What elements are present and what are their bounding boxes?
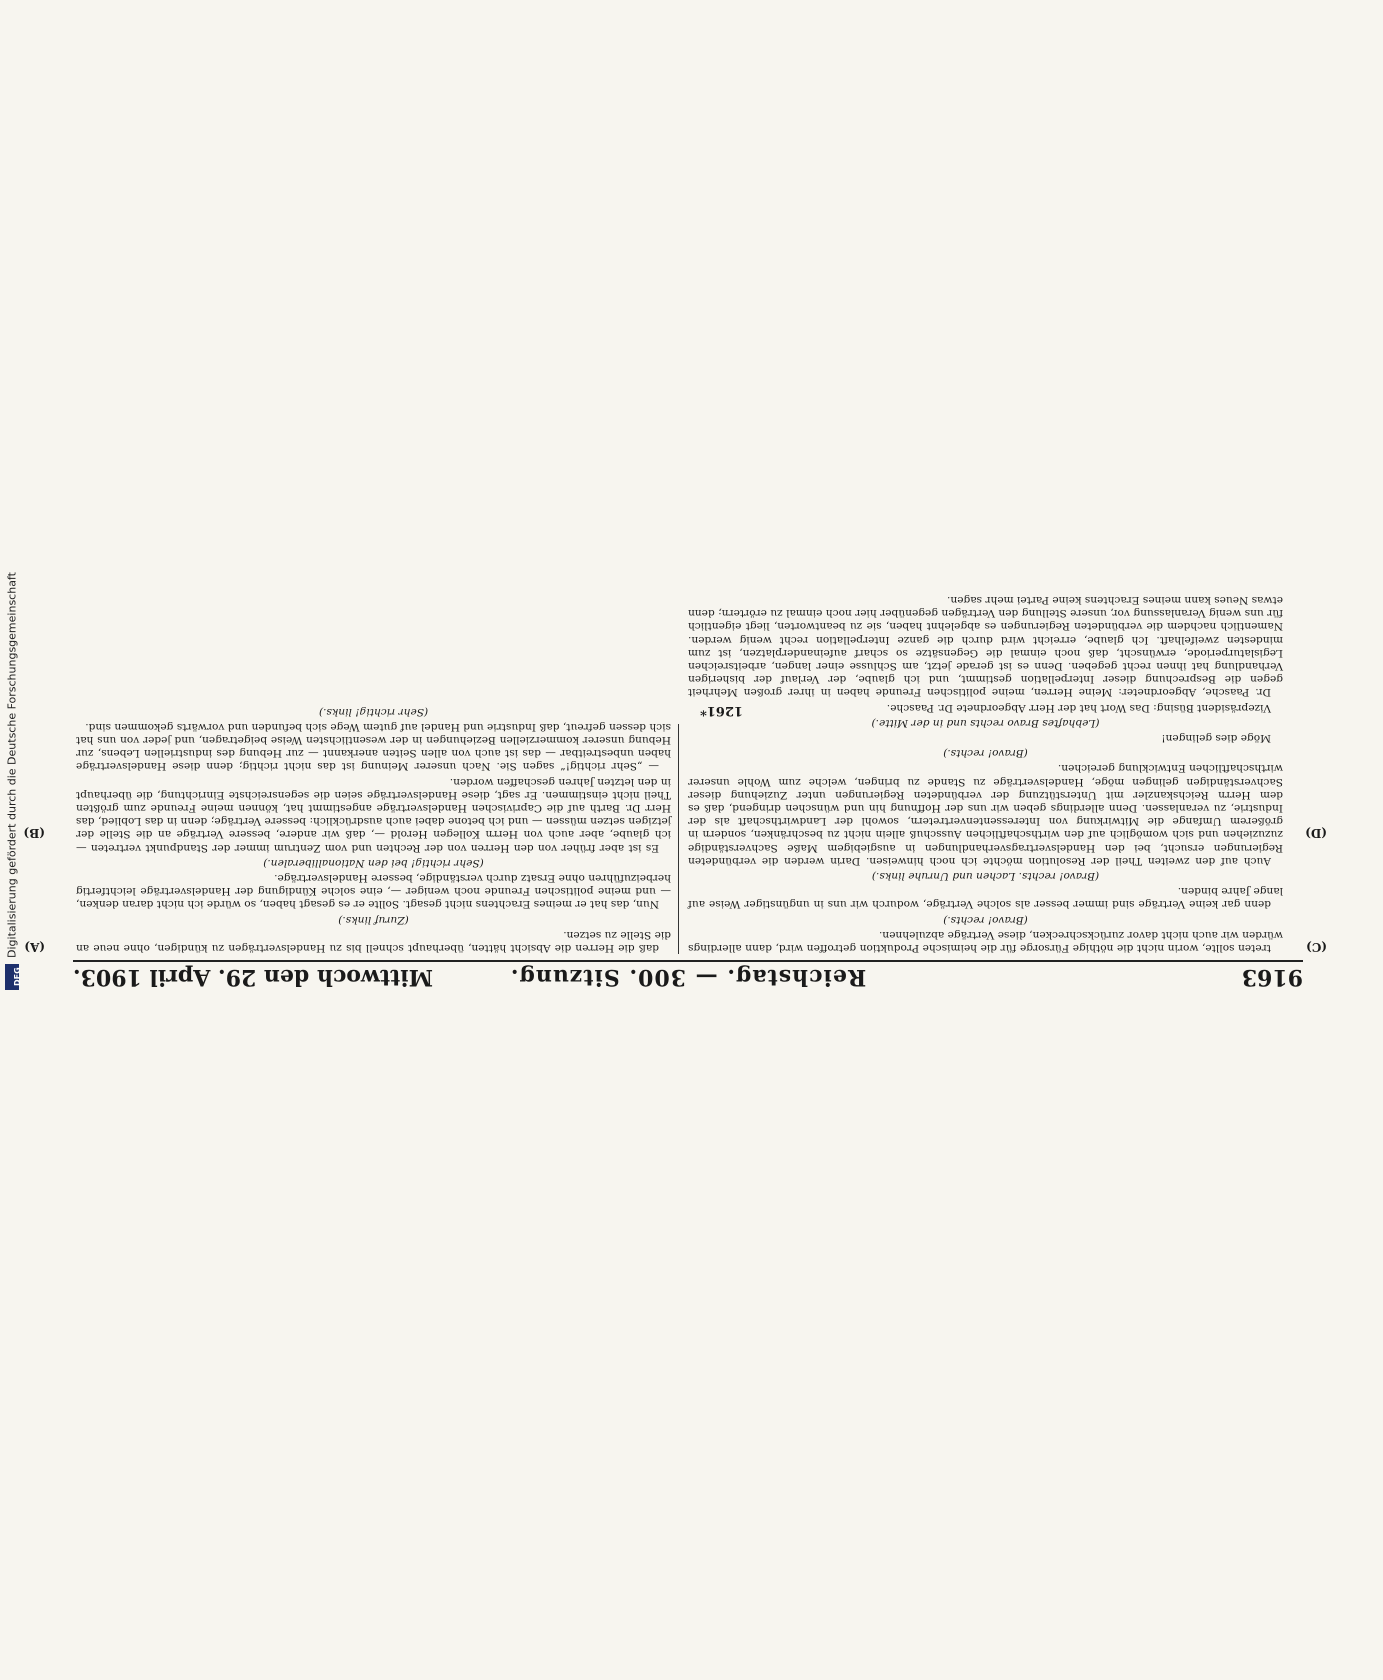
page-header [73, 960, 1303, 992]
paragraph: treten sollte, worin nicht die nöthige Fürsorge für die heimische Produktion getroffen wird, dann allerdings würden wir auch nicht davor zurückschrecken, diese Verträge abzulehnen. [688, 928, 1283, 954]
stage-direction: (Bravo! rechts.) [943, 913, 1028, 926]
margin-mark-a: (A) [24, 940, 45, 954]
paragraph: Vizepräsident Büsing: Das Wort hat der Herr Abgeordnete Dr. Paasche. [886, 701, 1271, 714]
paragraph: Es ist aber früher von den Herren von der Rechten und vom Zentrum immer der Standpunkt vertreten — ich glaube, aber auch von Herrn Kollegen Herold —, daß wir andere, bessere Verträge an die Stelle der jetzigen setzen müssen — und ich betone dabei auch ausdrücklich: bessere Verträge; denn in das Loblied, das Herr Dr. Barth auf die Caprivischen Handelsverträge angestimmt hat, können meine Freunde zum größten Theil nicht einstimmen. Er sagt, diese Handelsverträge seien die segensreichste Einrichtung, die überhaupt in den letzten Jahren geschaffen worden. [76, 775, 671, 854]
page-number: 9163 [1241, 964, 1303, 990]
paragraph: Nun, das hat er meines Erachtens nicht gesagt. Sollte er es gesagt haben, so würde ich nicht daran denken, — und meine politischen Freunde noch weniger —, eine solche Kündigung der Handelsverträge leichtfertig herbeizuführen ohne Ersatz durch verständige, bessere Handelsverträge. [76, 871, 671, 911]
stage-direction: (Bravo! rechts. Lachen und Unruhe links.) [871, 869, 1100, 882]
margin-mark-b: (B) [23, 826, 45, 840]
footer-page-number: 1261* [700, 703, 743, 718]
paragraph: daß die Herren die Absicht hätten, überhaupt schnell bis zu Handelsverträgen zu kündigen, ohne neue an die Stelle zu setzen. [76, 928, 671, 954]
side-credit-text: Digitalisierung gefördert durch die Deutsche Forschungsgemeinschaft [5, 572, 19, 958]
session-date: Mittwoch den 29. April 1903. [73, 964, 433, 990]
stage-direction: (Bravo! rechts.) [943, 747, 1028, 760]
paragraph: Möge dies gelingen! [1161, 731, 1271, 744]
paragraph: Auch auf den zweiten Theil der Resolution möchte ich noch hinweisen. Darin werden die verbündeten Regierungen ersucht, bei den Handelsvertragsverhandlungen in ausgiebigem Maße Sachverständige zuzuziehen und sich womöglich auf den wirthschaftlichen Ausschuß allein nicht zu beschränken, sondern in größerem Umfange die Mitwirkung von Interessentenvertretern, sowohl der Landwirthschaft als der Industrie, zu veranlassen. Denn allerdings geben wir uns der Hoffnung hin und wünschen dringend, daß es dem Herrn Reichskanzler mit Unterstützung der verbündeten Regierungen unter Zuziehung dieser Sachverständigen gelingen möge, Handelsverträge zu Stande zu bringen, welche zum Wohle unserer wirthschaftlichen Entwicklung gereichen. [688, 762, 1283, 867]
right-column [76, 705, 671, 954]
side-credit [0, 330, 24, 990]
stage-direction: (Lebhaftes Bravo rechts und in der Mitte.) [871, 716, 1100, 729]
paragraph: — „Sehr richtig!“ sagen Sie. Nach unserer Meinung ist das nicht richtig; denn diese Handelsverträge haben unbestreitbar — das ist auch von allen Seiten anerkannt — zur Hebung des industriellen Lebens, zur Hebung unserer kommerziellen Beziehungen in der wesentlichsten Weise beigetragen, und jeder von uns hat sich dessen gefreut, daß Industrie und Handel auf gutem Wege sich befunden und vorwärts gekommen sind. [76, 720, 671, 773]
margin-mark-c: (C) [1306, 940, 1327, 954]
paragraph: denn gar keine Verträge sind immer besser als solche Verträge, wodurch wir uns in ungünstiger Weise auf lange Jahre binden. [688, 885, 1283, 911]
stage-direction: (Zuruf links.) [338, 913, 409, 926]
paragraph: Dr. Paasche, Abgeordneter: Meine Herren, meine politischen Freunde haben in ihrer großen Mehrheit gegen die Besprechung dieser Interpellation gestimmt, und ich glaube, der Verlauf der bisherigen Verhandlung hat ihnen recht gegeben. Denn es ist gerade jetzt, am Schlusse einer langen, arbeitsreichen Legislaturperiode, erwünscht, daß noch einmal die Gegensätze so scharf aufeinanderplatzen, ist zum mindesten zweifelhaft. Ich glaube, erreicht wird durch die ganze Interpellation recht wenig werden. Namentlich nachdem die verbündeten Regierungen es abgelehnt haben, sie zu beantworten, liegt eigentlich für uns wenig Veranlassung vor, unsere Stellung den Verträgen gegenüber hier noch einmal zu erörtern; denn etwas Neues kann meines Erachtens keine Partei mehr sagen. [688, 593, 1283, 699]
page-body [0, 593, 1383, 1680]
session-title: Reichstag. — 300. Sitzung. [509, 964, 867, 990]
column-divider [678, 724, 679, 954]
stage-direction: (Sehr richtig! links.) [318, 705, 429, 718]
margin-mark-d: (D) [1305, 826, 1327, 840]
dfg-logo: DFG [5, 964, 19, 990]
stage-direction: (Sehr richtig! bei den Nationalliberalen.) [263, 856, 484, 869]
